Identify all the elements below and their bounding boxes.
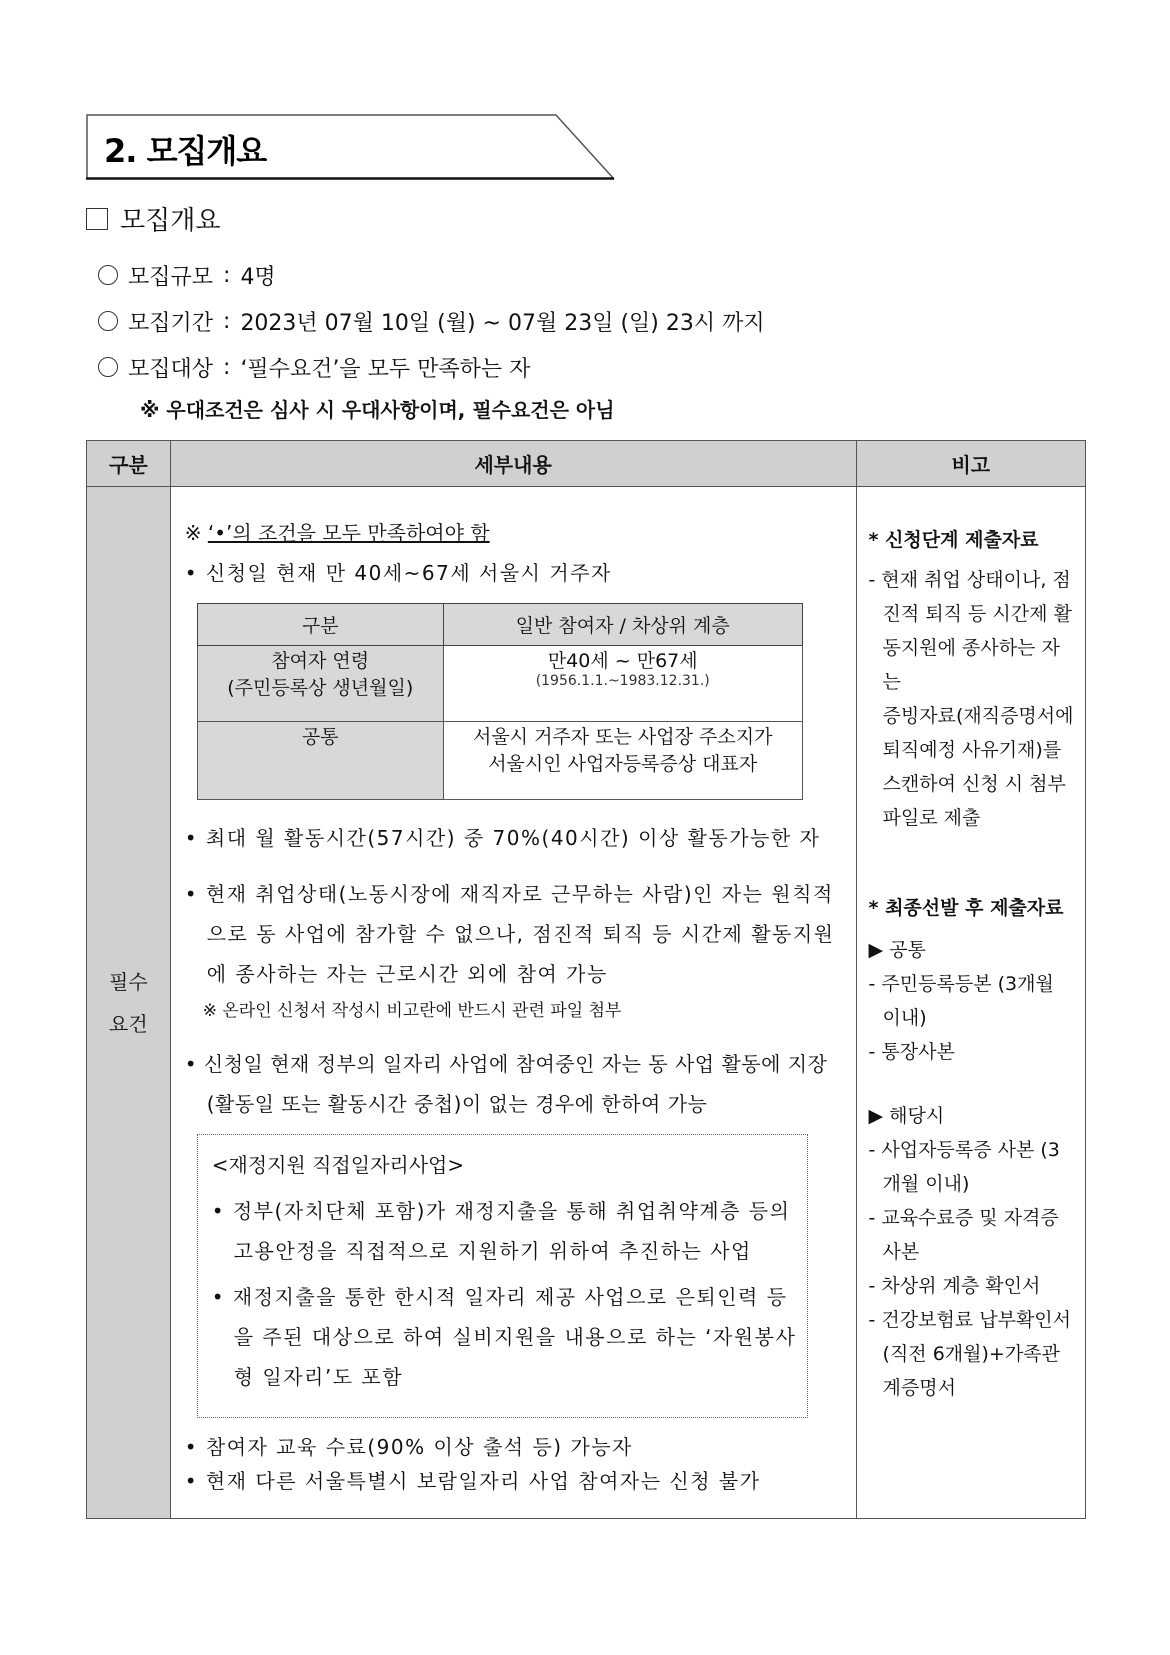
overview-list: [98, 252, 765, 390]
requirement-education: • 참여자 교육 수료(90% 이상 출석 등) 가능자: [185, 1430, 846, 1464]
doc-item: - 건강보험료 납부확인서(직전 6개월)+가족관계증명서: [868, 1309, 1072, 1399]
square-bullet-icon: [86, 208, 108, 230]
doc-item: - 교육수료증 및 자격증 사본: [868, 1207, 1059, 1263]
box-item: • 재정지출을 통한 한시적 일자리 제공 사업으로 은퇴인력 등을 주된 대상으로 하여 실비지원을 내용으로 하는 ‘자원봉사형 일자리’도 포함: [212, 1277, 797, 1397]
overview-label: 모집규모: [128, 264, 214, 290]
inner-header-category: 구분: [197, 604, 443, 646]
label-line: (주민등록상 생년월일): [227, 677, 414, 699]
requirement-age-residence: • 신청일 현재 만 40세~67세 서울시 거주자: [185, 553, 846, 593]
colon: :: [223, 308, 231, 334]
requirement-other-programs: • 신청일 현재 정부의 일자리 사업에 참여중인 자는 동 사업 활동에 지장(활동일 또는 활동시간 중첩)이 없는 경우에 한하여 가능: [185, 1044, 846, 1124]
value-line: 서울시 거주자 또는 사업장 주소지가: [472, 726, 773, 748]
circle-bullet-icon: [98, 311, 118, 331]
section-title-banner: [86, 114, 614, 180]
common-docs-title: ▶ 공통: [868, 939, 926, 961]
value-line: 만40세 ~ 만67세: [547, 650, 698, 672]
table-header-row: [87, 441, 1086, 487]
doc-item: - 사업자등록증 사본 (3개월 이내): [868, 1139, 1060, 1195]
condition-note-text: ‘•’의 조건을 모두 만족하여야 함: [207, 521, 490, 545]
subsection-heading: [86, 200, 220, 237]
overview-label: 모집대상: [128, 356, 214, 382]
category-line: 요건: [109, 1011, 148, 1036]
requirement-activity-hours: • 최대 월 활동시간(57시간) 중 70%(40시간) 이상 활동가능한 자: [185, 818, 846, 858]
page-title: 2. 모집개요: [104, 132, 267, 170]
header-details: 세부내용: [170, 441, 856, 487]
final-stage-title: * 최종선발 후 제출자료: [868, 897, 1064, 919]
value-line: 서울시인 사업자등록증상 대표자: [488, 753, 758, 775]
overview-value: ‘필수요건’을 모두 만족하는 자: [240, 356, 531, 382]
inner-value: [443, 722, 802, 800]
inner-header-type: 일반 참여자 / 차상위 계층: [443, 604, 802, 646]
apply-stage-title: * 신청단계 제출자료: [868, 529, 1039, 551]
age-criteria-table: [197, 603, 803, 800]
overview-item-target: [98, 344, 765, 390]
inner-label: [197, 646, 443, 722]
inner-row-common: [197, 722, 802, 800]
apply-stage-detail: 증빙자료(재직증명서에 퇴직예정 사유기재)를 스캔하여 신청 시 첨부파일로 제출: [882, 705, 1074, 829]
preference-note: ※ 우대조건은 심사 시 우대사항이며, 필수요건은 아님: [140, 398, 615, 422]
conditional-docs-title: ▶ 해당시: [868, 1105, 945, 1127]
doc-item: - 통장사본: [868, 1041, 955, 1063]
circle-bullet-icon: [98, 265, 118, 285]
overview-value: 2023년 07월 10일 (월) ~ 07월 23일 (일) 23시 까지: [240, 310, 765, 336]
category-line: 필수: [109, 969, 148, 994]
inner-header-row: [197, 604, 802, 646]
inner-label: 공통: [197, 722, 443, 800]
colon: :: [223, 262, 231, 288]
attachment-note: ※ 온라인 신청서 작성시 비고란에 반드시 관련 파일 첨부: [202, 1001, 622, 1021]
birthdate-range: (1956.1.1.~1983.12.31.): [535, 673, 710, 689]
colon: :: [223, 354, 231, 380]
inner-row-age: [197, 646, 802, 722]
overview-item-period: [98, 298, 765, 344]
label-line: 참여자 연령: [271, 650, 370, 672]
requirement-no-other-boram: • 현재 다른 서울특별시 보람일자리 사업 참여자는 신청 불가: [185, 1464, 846, 1498]
overview-label: 모집기간: [128, 310, 214, 336]
note-mark: ※: [184, 521, 208, 545]
requirement-employment-status: • 현재 취업상태(노동시장에 재직자로 근무하는 사람)인 자는 원칙적으로 동 사업에 참가할 수 없으나, 점진적 퇴직 등 시간제 활동지원에 종사하는 자는 근로시간 외에 참여 가능: [185, 874, 846, 994]
box-heading: <재정지원 직접일자리사업>: [211, 1153, 465, 1177]
remarks-cell: [856, 487, 1085, 1519]
condition-note: [185, 513, 846, 553]
apply-stage-item: - 현재 취업 상태이나, 점진적 퇴직 등 시간제 활동지원에 종사하는 자는: [868, 569, 1072, 693]
doc-item: - 차상위 계층 확인서: [868, 1275, 1041, 1297]
inner-value: [443, 646, 802, 722]
doc-item: - 주민등록등본 (3개월 이내): [868, 973, 1054, 1029]
requirements-table: [86, 440, 1086, 1519]
box-item: • 정부(자치단체 포함)가 재정지출을 통해 취업취약계층 등의 고용안정을 직접적으로 지원하기 위하여 추진하는 사업: [212, 1191, 797, 1271]
overview-item-scale: [98, 252, 765, 298]
header-remarks: 비고: [856, 441, 1085, 487]
circle-bullet-icon: [98, 357, 118, 377]
category-cell: [87, 487, 171, 1519]
direct-job-program-box: [197, 1134, 808, 1418]
details-cell: [170, 487, 856, 1519]
header-category: 구분: [87, 441, 171, 487]
table-row: [87, 487, 1086, 1519]
overview-value: 4명: [240, 264, 276, 290]
subsection-label: 모집개요: [120, 206, 221, 236]
